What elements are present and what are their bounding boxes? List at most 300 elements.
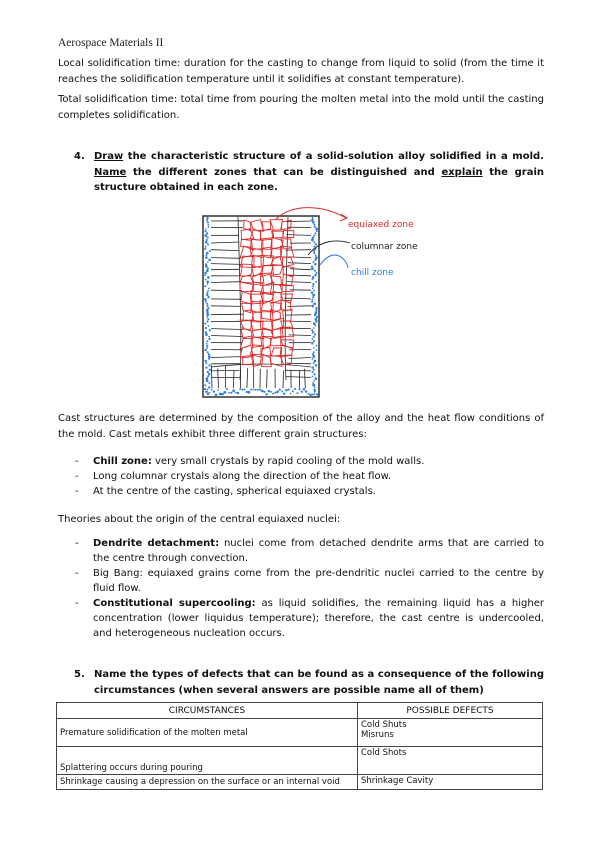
columnar-grain (286, 221, 311, 222)
equiaxed-grain (251, 220, 264, 232)
chill-crystal (314, 390, 316, 392)
chill-crystal (206, 309, 209, 312)
chill-crystal (205, 234, 208, 237)
chill-crystal (205, 362, 207, 364)
chill-arrow (320, 255, 348, 268)
chill-crystal (311, 219, 314, 222)
chill-crystal (205, 230, 207, 232)
chill-crystal (315, 325, 317, 327)
chill-crystal (208, 364, 210, 366)
equiaxed-grain (261, 312, 273, 320)
chill-crystal (315, 243, 317, 245)
circumstance-cell: Splattering occurs during pouring (57, 747, 358, 775)
question-4 (74, 149, 544, 196)
q4-part3: the grain structure obtained in each zone. (94, 166, 544, 193)
chill-crystal (208, 358, 210, 360)
chill-crystal (204, 272, 207, 275)
chill-crystal (316, 393, 318, 395)
chill-crystal (316, 316, 318, 318)
chill-crystal (312, 376, 314, 378)
chill-crystal (208, 336, 210, 338)
equiaxed-grain (283, 257, 294, 267)
columnar-grain (211, 365, 212, 388)
chill-crystal (312, 279, 314, 281)
chill-crystal (209, 392, 211, 394)
chill-crystal (311, 366, 313, 368)
chill-crystal (205, 333, 208, 336)
chill-crystal (316, 272, 318, 274)
table-row (57, 747, 543, 775)
q4-explain-keyword: explain (441, 166, 483, 178)
chill-crystal (206, 281, 209, 284)
chill-crystal (206, 320, 208, 322)
question-5-text: Name the types of defects that can be found as a consequence of the following circumstances (when several answers are possible name all of them) (94, 669, 544, 696)
chill-crystal (315, 318, 318, 321)
chill-crystal (313, 322, 316, 325)
chill-crystal (206, 217, 208, 219)
question-4-text (94, 149, 544, 196)
chill-crystal (204, 274, 206, 276)
chill-crystal (263, 391, 265, 393)
chill-crystal (314, 270, 316, 272)
chill-crystal (313, 355, 316, 358)
q4-name-keyword: Name (94, 166, 127, 178)
columnar-grain (211, 314, 243, 315)
chill-crystal (290, 393, 292, 395)
page-header: Aerospace Materials II (58, 37, 164, 49)
chill-crystal (204, 248, 206, 250)
columnar-desc: Long columnar crystals along the direction of the heat flow. (93, 471, 392, 482)
chill-crystal (215, 393, 218, 396)
chill-crystal (312, 237, 315, 240)
chill-crystal (206, 292, 208, 294)
columnar-grain (285, 370, 311, 371)
chill-crystal (313, 369, 315, 371)
chill-crystal (312, 394, 314, 396)
columnar-grain (211, 264, 243, 265)
columnar-grain (211, 250, 239, 251)
columnar-grain (284, 298, 311, 299)
chill-crystal (255, 389, 257, 391)
chill-crystal (207, 268, 209, 270)
chill-crystal (223, 391, 226, 394)
chill-crystal (312, 294, 315, 297)
list-item (75, 484, 544, 499)
table-row (57, 719, 543, 747)
chill-crystal (246, 391, 248, 393)
chill-crystal (226, 388, 228, 390)
equiaxed-grain (281, 321, 293, 328)
chill-crystal (221, 393, 224, 396)
chill-crystal (206, 347, 208, 349)
chill-crystal (230, 392, 232, 394)
columnar-grain (211, 336, 243, 337)
columnar-grain (218, 369, 219, 389)
chill-crystal (207, 237, 209, 239)
chill-crystal (283, 392, 285, 394)
chill-crystal (315, 281, 317, 283)
chill-crystal (206, 219, 208, 221)
columnar-grain (247, 368, 248, 388)
chill-crystal (314, 393, 316, 395)
chill-crystal (314, 360, 317, 363)
chill-crystal (296, 392, 298, 394)
chill-crystal (311, 329, 313, 331)
chill-crystal (314, 377, 317, 380)
chill-crystal (299, 388, 301, 390)
defect-item: Misruns (361, 730, 394, 740)
columnar-boundary (211, 364, 311, 367)
chill-crystal (207, 375, 209, 377)
columnar-grain (283, 370, 284, 388)
chill-crystal (209, 250, 211, 252)
chill-crystal (207, 296, 209, 298)
chill-crystal (313, 246, 315, 248)
chill-crystal (232, 389, 235, 392)
chill-crystal (281, 391, 283, 393)
chill-crystal (208, 355, 211, 358)
equiaxed-grain (283, 231, 294, 238)
columnar-grain (288, 263, 311, 264)
chill-crystal (315, 349, 317, 351)
chill-crystal (207, 325, 209, 327)
chill-crystal (208, 338, 210, 340)
circumstance-cell: Premature solidification of the molten metal (57, 719, 358, 747)
chill-crystal (312, 338, 314, 340)
chill-crystal (270, 391, 272, 393)
chill-crystal (205, 327, 207, 329)
list-item (75, 596, 544, 641)
chill-crystal (312, 384, 315, 387)
chill-crystal (237, 392, 239, 394)
chill-crystal (268, 390, 270, 392)
table-header-row (57, 703, 543, 719)
chill-crystal (312, 353, 314, 355)
chill-crystal (206, 340, 208, 342)
columnar-grain (211, 258, 240, 259)
equiaxed-desc: At the centre of the casting, spherical equiaxed crystals. (93, 486, 376, 497)
chill-crystal (308, 393, 310, 395)
chill-crystal (315, 255, 317, 257)
theories-intro: Theories about the origin of the central equiaxed nuclei: (58, 514, 341, 525)
chill-crystal (206, 232, 208, 234)
q4-part2: the different zones that can be distinguished and (126, 166, 442, 178)
chill-crystal (315, 320, 317, 322)
chill-crystal (205, 331, 207, 333)
chill-crystal (206, 316, 208, 318)
chill-crystal (315, 256, 318, 259)
chill-crystal (239, 388, 241, 390)
chill-crystal (228, 392, 230, 394)
chill-crystal (312, 371, 314, 373)
chill-crystal (313, 380, 315, 382)
chill-crystal (206, 344, 208, 346)
chill-crystal (207, 276, 210, 279)
total-solidification-paragraph: Total solidification time: total time from pouring the molten metal into the mold until the casting completes solidification. (58, 94, 544, 121)
chill-crystal (207, 243, 209, 245)
chill-crystal (204, 285, 206, 287)
chill-crystal (248, 391, 251, 394)
defects-table (56, 702, 543, 790)
q4-draw-keyword: Draw (94, 151, 124, 162)
chill-crystal (205, 246, 207, 248)
circumstance-cell: Shrinkage causing a depression on the surface or an internal void (57, 775, 358, 790)
question-4-number: 4. (74, 151, 85, 162)
chill-crystal (314, 263, 316, 265)
chill-crystal (305, 390, 307, 392)
chill-crystal (205, 263, 207, 265)
chill-crystal (209, 329, 211, 331)
theory-desc: nuclei come from detached dendrite arms that are carried to the centre through convection. (93, 538, 544, 564)
chill-crystal (204, 349, 206, 351)
chill-crystal (316, 230, 318, 232)
cast-structure-figure (198, 205, 438, 400)
question-5 (74, 667, 544, 698)
chill-crystal (313, 290, 315, 292)
defects-cell (358, 747, 543, 775)
chill-crystal (313, 347, 315, 349)
chill-crystal (206, 269, 209, 272)
chill-crystal (235, 392, 237, 394)
chill-crystal (265, 393, 267, 395)
chill-crystal (204, 388, 206, 390)
defects-cell (358, 775, 543, 790)
equiaxed-grain (242, 303, 252, 313)
list-item (75, 454, 544, 469)
theory-term: Constitutional supercooling: (93, 598, 256, 609)
chill-crystal (208, 382, 210, 384)
chill-crystal (312, 217, 314, 219)
chill-crystal (205, 256, 208, 259)
columnar-zone-drawing (211, 217, 311, 388)
chill-crystal (314, 387, 316, 389)
chill-crystal (206, 303, 208, 305)
chill-crystal (312, 288, 314, 290)
chill-crystal (208, 258, 211, 261)
chill-crystal (259, 389, 261, 391)
chill-crystal (208, 226, 210, 228)
chill-crystal (205, 254, 207, 256)
chill-crystal (206, 343, 208, 345)
chill-zone-label: chill zone (351, 268, 394, 278)
chill-crystal (207, 290, 209, 292)
theory-desc: as liquid solidifies, the remaining liquid has a higher concentration (lower liquidus temperature); therefore, the cast centre is undercooled, and heterogeneous nucleation occurs. (93, 598, 544, 639)
chill-crystal (313, 241, 315, 243)
chill-crystal (241, 389, 243, 391)
chill-crystal (206, 239, 208, 241)
columnar-grain (233, 371, 234, 388)
chill-crystal (204, 323, 206, 325)
chill-crystal (312, 299, 314, 301)
list-item (75, 566, 544, 596)
chill-crystal (279, 389, 281, 391)
theory-desc: Big Bang: equiaxed grains come from the pre-dendritic nuclei carried to the centre by fluid flow. (93, 568, 544, 594)
chill-crystal (309, 394, 312, 397)
chill-crystal (311, 292, 314, 295)
chill-crystal (312, 331, 314, 333)
chill-crystal (311, 267, 314, 270)
chill-crystal (316, 345, 318, 347)
defects-cell (358, 719, 543, 747)
chill-crystal (314, 226, 316, 228)
chill-crystal (314, 334, 316, 336)
equiaxed-grain (241, 264, 253, 276)
chill-crystal (207, 318, 209, 320)
chill-crystal (204, 384, 206, 386)
chill-crystal (205, 228, 207, 230)
chill-crystal (312, 276, 315, 279)
chill-crystal (312, 296, 314, 298)
columnar-grain (211, 282, 241, 283)
chill-crystal (301, 391, 303, 393)
chill-crystal (205, 265, 208, 268)
chill-crystal (288, 389, 290, 391)
chill-crystal (313, 362, 315, 364)
chill-crystal (313, 235, 315, 237)
chill-crystal (313, 327, 315, 329)
chill-crystal (205, 301, 207, 303)
equiaxed-grain (262, 266, 273, 277)
columnar-grain (211, 306, 241, 307)
chill-crystal (244, 388, 246, 390)
columnar-zone-label: columnar zone (351, 242, 418, 252)
list-item (75, 536, 544, 566)
chill-crystal (312, 285, 314, 287)
theories-list (75, 536, 544, 641)
chill-crystal (206, 391, 208, 393)
chill-zone-drawing (204, 217, 319, 396)
columnar-grain (211, 349, 243, 350)
chill-crystal (206, 389, 208, 391)
chill-crystal (315, 364, 317, 366)
defect-item: Cold Shuts (361, 720, 407, 730)
chill-crystal (208, 353, 210, 355)
column-header-circumstances: CIRCUMSTANCES (57, 703, 358, 719)
chill-crystal (315, 309, 317, 311)
column-header-defects: POSSIBLE DEFECTS (358, 703, 543, 719)
chill-crystal (274, 392, 276, 394)
grain-structures-list (75, 454, 544, 499)
chill-crystal (285, 389, 287, 391)
chill-crystal (312, 283, 314, 285)
chill-crystal (311, 300, 313, 302)
chill-crystal (209, 369, 211, 371)
chill-crystal (250, 388, 252, 390)
chill-crystal (213, 390, 215, 392)
equiaxed-grain (272, 265, 283, 275)
defect-item: Shrinkage Cavity (361, 776, 434, 786)
chill-crystal (207, 224, 209, 226)
chill-crystal (208, 373, 211, 376)
chill-crystal (272, 393, 274, 395)
columnar-grain (286, 377, 311, 378)
chill-crystal (313, 250, 315, 252)
chill-crystal (314, 314, 317, 317)
chill-crystal (311, 358, 313, 360)
chill-crystal (217, 389, 219, 391)
chill-crystal (314, 232, 316, 234)
chill-crystal (205, 241, 208, 244)
chill-crystal (207, 305, 209, 307)
chill-crystal (206, 379, 209, 382)
chill-crystal (261, 390, 264, 393)
chill-crystal (208, 288, 210, 290)
chill-crystal (314, 274, 316, 276)
chill-crystal (292, 390, 294, 392)
chill-crystal (315, 307, 317, 309)
chill-crystal (204, 360, 206, 362)
chill-crystal (313, 261, 315, 263)
chill-crystal (294, 388, 296, 390)
chill-crystal (207, 351, 209, 353)
table-row (57, 775, 543, 790)
chill-crystal (205, 366, 207, 368)
columnar-grain (211, 242, 239, 243)
chill-crystal (313, 351, 315, 353)
chill-crystal (313, 336, 315, 338)
chill-zone-term: Chill zone: (93, 456, 152, 467)
chill-crystal (315, 259, 317, 261)
chill-crystal (311, 342, 313, 344)
chill-crystal (313, 373, 315, 375)
chill-crystal (207, 283, 209, 285)
columnar-grain (211, 357, 242, 358)
chill-crystal (206, 252, 209, 255)
question-5-number: 5. (74, 669, 85, 680)
chill-crystal (204, 298, 207, 301)
equiaxed-grain (262, 222, 271, 231)
chill-crystal (208, 386, 210, 388)
defect-item: Cold Shots (361, 748, 407, 758)
columnar-grain (286, 235, 311, 236)
chill-crystal (207, 371, 209, 373)
chill-crystal (313, 252, 315, 254)
chill-crystal (207, 307, 209, 309)
local-solidification-paragraph: Local solidification time: duration for the casting to change from liquid to solid (from the time it reaches the solidification temperature until it solidifies at constant temperature). (58, 58, 544, 85)
theory-term: Dendrite detachment: (93, 538, 220, 549)
chill-crystal (257, 389, 259, 391)
chill-crystal (311, 305, 314, 308)
list-item (75, 469, 544, 484)
chill-crystal (205, 279, 207, 281)
columnar-grain (267, 369, 268, 388)
chill-crystal (312, 221, 315, 224)
equiaxed-zone-label: equiaxed zone (348, 220, 414, 230)
chill-crystal (276, 390, 279, 393)
chill-crystal (313, 302, 316, 305)
columnar-grain (211, 329, 244, 330)
columnar-grain (305, 369, 306, 388)
chill-crystal (207, 261, 209, 263)
columnar-grain (289, 335, 311, 336)
chill-crystal (313, 340, 315, 342)
columnar-grain (287, 282, 311, 283)
chill-crystal (314, 224, 316, 226)
chill-crystal (315, 228, 318, 231)
chill-crystal (311, 265, 313, 267)
chill-crystal (211, 389, 213, 391)
cast-structures-paragraph: Cast structures are determined by the composition of the alloy and the heat flow conditions of the mold. Cast metals exhibit three different grain structures: (58, 413, 544, 440)
chill-crystal (206, 313, 209, 316)
chill-crystal (206, 294, 208, 296)
chill-crystal (207, 221, 209, 223)
chill-crystal (253, 389, 255, 391)
q4-part1: the characteristic structure of a solid-solution alloy solidified in a mold. (123, 151, 544, 162)
chill-crystal (312, 382, 314, 384)
equiaxed-grain (241, 291, 251, 303)
chill-crystal (311, 239, 314, 242)
columnar-grain (290, 269, 311, 270)
